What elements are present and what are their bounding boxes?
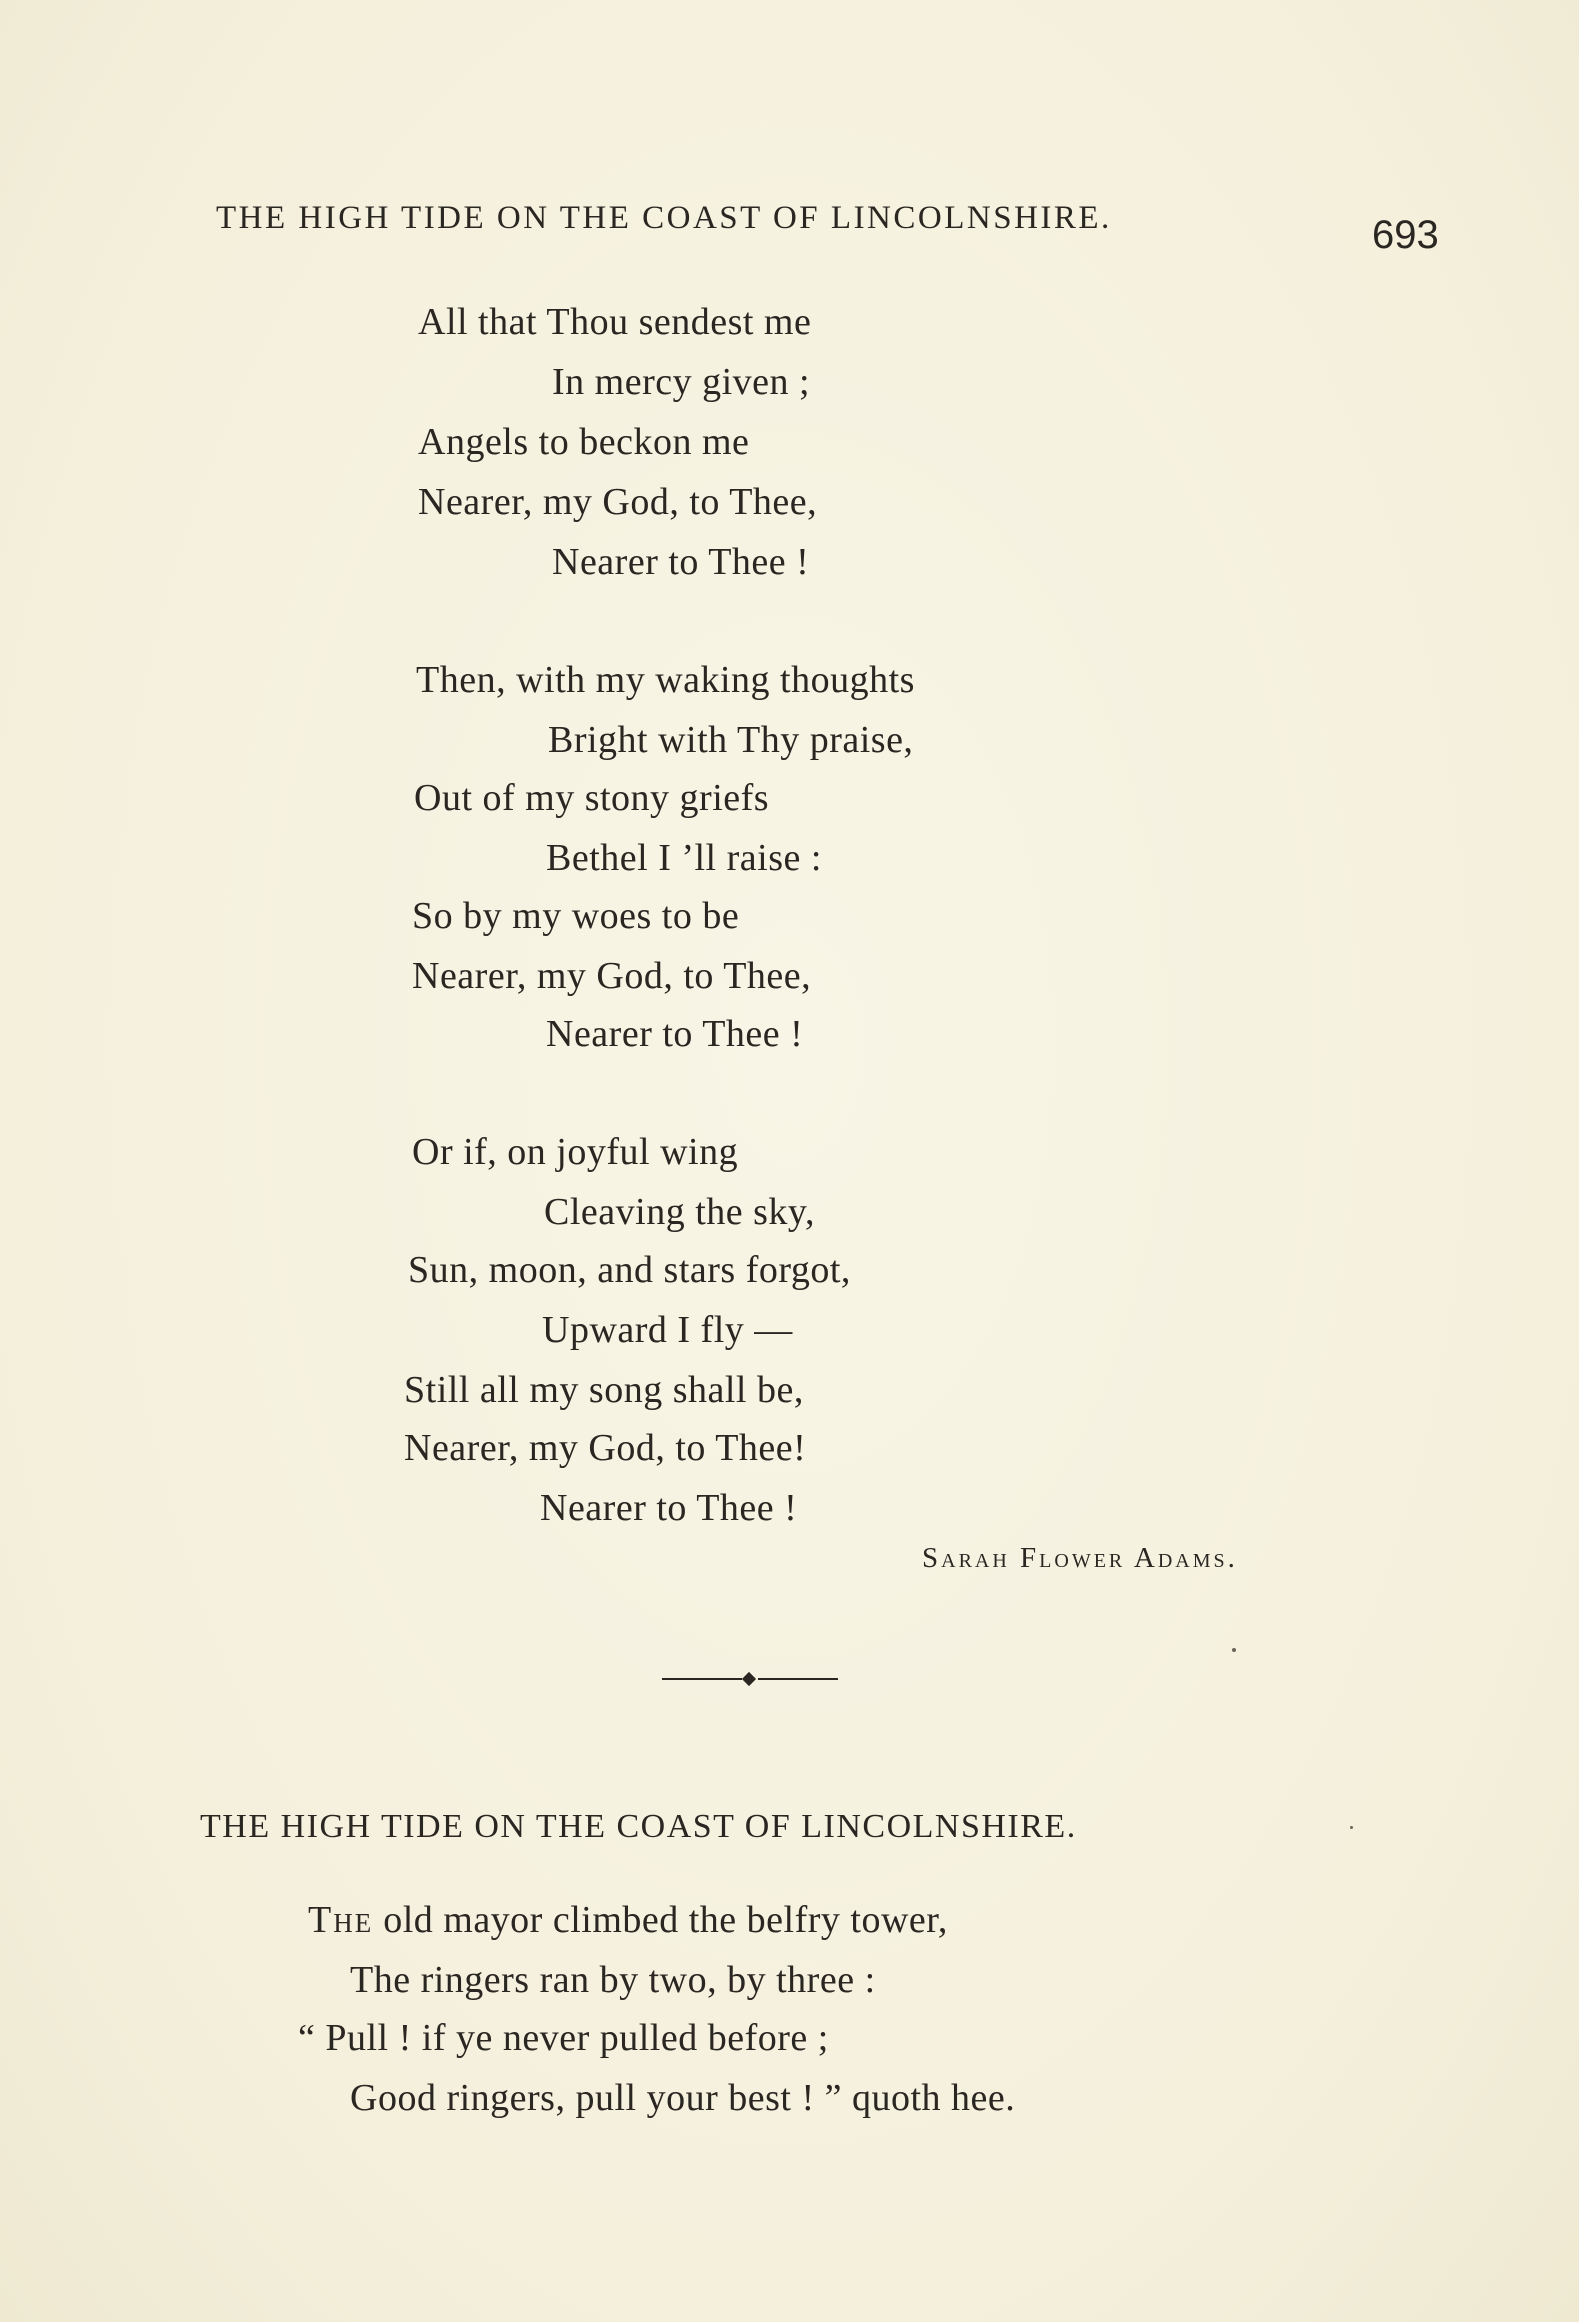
poem-line: Nearer to Thee ! <box>552 541 810 583</box>
poem-line-first <box>308 1898 948 1942</box>
poem-line: Good ringers, pull your best ! ” quoth hee. <box>350 2077 1016 2119</box>
poem-line: In mercy given ; <box>552 361 811 403</box>
poem-line: Nearer to Thee ! <box>546 1013 804 1055</box>
poem-line: Still all my song shall be, <box>404 1369 804 1411</box>
poem-line: Bethel I ’ll raise : <box>546 837 822 879</box>
poem-line: Sun, moon, and stars forgot, <box>408 1249 851 1291</box>
poem-line: Nearer, my God, to Thee, <box>412 955 812 997</box>
poem-line: All that Thou sendest me <box>418 301 812 343</box>
poem-title: THE HIGH TIDE ON THE COAST OF LINCOLNSHIRE. <box>200 1808 1077 1845</box>
running-head: THE HIGH TIDE ON THE COAST OF LINCOLNSHIRE. <box>216 200 1112 236</box>
poem-line: Then, with my waking thoughts <box>416 659 915 701</box>
poem-line: “ Pull ! if ye never pulled before ; <box>298 2017 829 2059</box>
poem-line: The ringers ran by two, by three : <box>350 1959 876 2001</box>
poem-line: Or if, on joyful wing <box>412 1131 739 1173</box>
poem-line: Nearer, my God, to Thee! <box>404 1427 807 1469</box>
divider-rule-right <box>758 1678 838 1680</box>
poem-line: Out of my stony griefs <box>414 777 770 819</box>
author-attribution: Sarah Flower Adams. <box>922 1542 1238 1574</box>
poem-line: Angels to beckon me <box>418 421 750 463</box>
page-number: 693 <box>1372 213 1439 257</box>
poem-line: Upward I fly — <box>542 1309 793 1351</box>
poem-line-rest: old mayor climbed the belfry tower, <box>373 1899 948 1941</box>
drop-word: The <box>308 1899 374 1941</box>
paper-speck <box>1350 1826 1353 1829</box>
paper-speck <box>1232 1648 1236 1652</box>
poem-line: Nearer, my God, to Thee, <box>418 481 818 523</box>
divider-rule-left <box>662 1678 742 1680</box>
poem-line: Nearer to Thee ! <box>540 1487 798 1529</box>
poem-line: Bright with Thy praise, <box>548 719 914 761</box>
poem-line: Cleaving the sky, <box>544 1191 815 1233</box>
poem-line: So by my woes to be <box>412 895 740 937</box>
diamond-ornament-icon <box>742 1672 756 1686</box>
section-divider <box>662 1672 838 1686</box>
